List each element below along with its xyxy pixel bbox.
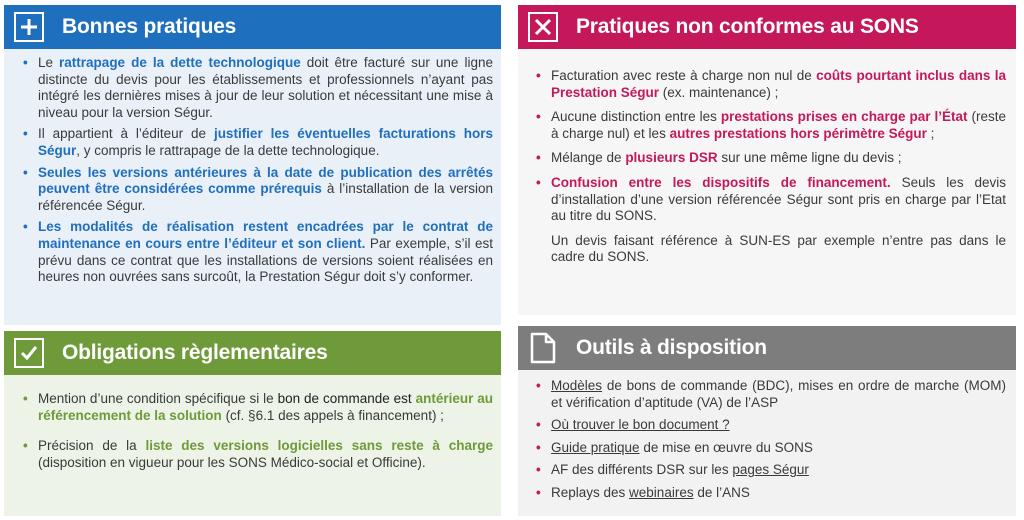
bullet: • <box>23 126 28 142</box>
text: Aucune distinction entre les <box>551 109 721 125</box>
note-paragraph: Un devis faisant référence à SUN-ES par exemple n’entre pas dans le cadre du SONS. <box>551 232 1006 265</box>
panel-header <box>518 326 1016 370</box>
bullet: • <box>536 150 541 166</box>
text: Replays des <box>551 484 630 500</box>
list-item <box>536 378 1006 411</box>
text: Facturation avec reste à charge non nul de <box>551 68 817 83</box>
bullet: • <box>536 109 541 125</box>
bullet: • <box>23 55 28 70</box>
text: , y compris le rattrapage de la dette technologique. <box>76 142 380 158</box>
highlight-text: Les modalités de réalisation restent encadrées par le contrat de maintenance en cours entre l’éditeur et son client. <box>38 219 493 251</box>
link-pages-segur[interactable]: pages Ségur <box>732 462 809 478</box>
panel-header <box>518 5 1016 49</box>
text: Mélange de <box>551 150 626 166</box>
highlight-text: coûts pourtant inclus dans la Prestation Ségur <box>551 68 1006 100</box>
text: doit être facturé sur une ligne distincte du devis pour les établissements et professionnels n’ayant pas intégré les dernières mises à jour de leur solution et nécessitant une mise à niveau pour la version Ségur. <box>38 55 493 120</box>
document-icon <box>528 333 558 363</box>
list-item <box>536 68 1006 101</box>
list-item <box>23 219 494 285</box>
text: (cf. §6.1 des appels à financement) ; <box>221 407 444 423</box>
text: de l’ANS <box>693 484 750 500</box>
link-webinaires[interactable]: webinaires <box>629 484 694 500</box>
list-item <box>23 126 493 159</box>
text: (ex. maintenance) ; <box>659 84 779 100</box>
bullet: • <box>536 68 541 83</box>
panel-title: Bonnes pratiques <box>62 15 237 38</box>
text: de mise en œuvre du SONS <box>639 439 813 455</box>
list-item <box>536 417 1006 434</box>
text: Le <box>38 55 60 70</box>
panel-header <box>4 331 501 375</box>
text: ; <box>926 125 935 141</box>
list-item <box>536 109 1006 142</box>
bullet: • <box>536 174 541 190</box>
bullet: • <box>536 439 541 455</box>
text: (reste à charge nul) et les <box>551 109 1006 141</box>
list-item <box>23 55 493 121</box>
link-trouver-document[interactable]: Où trouver le bon document ? <box>551 417 730 433</box>
list-item <box>23 391 493 424</box>
bullet: • <box>23 391 28 406</box>
list-item <box>23 438 493 471</box>
highlight-text: plusieurs DSR <box>625 150 718 166</box>
text: Seuls les devis d’installation d’une version référencée Ségur sont pris en charge par l’Etat au titre du SONS. <box>551 174 1007 224</box>
list-item <box>536 462 1006 479</box>
panel-header <box>4 5 501 49</box>
bullet: • <box>23 438 28 454</box>
highlight-text: prestations prises en charge par l’État <box>720 109 968 125</box>
highlight-text: rattrapage de la dette technologique <box>59 55 301 70</box>
panel-body <box>4 375 501 516</box>
text: Par exemple, s’il est prévu dans ce contrat que les installations de versions soient réalisées en heures non ouvrées sans surcoût, la Prestation Ségur doit s’y conformer. <box>38 235 494 285</box>
highlight-text: autres prestations hors périmètre Ségur <box>669 125 927 141</box>
text: sur une même ligne du devis ; <box>717 150 902 166</box>
link-guide-pratique[interactable]: Guide pratique <box>551 439 640 455</box>
highlight-text: Confusion entre les dispositifs de financement. <box>551 174 891 190</box>
list-item <box>536 439 1006 457</box>
list-item <box>536 484 1006 502</box>
text: (disposition en vigueur pour les SONS Médico-social et Officine). <box>38 454 426 470</box>
highlight-text: Seules les versions antérieures à la date de publication des arrêtés peuvent être considérées comme prérequis <box>38 164 493 197</box>
bullet: • <box>23 164 28 180</box>
highlight-text: antérieur au référencement de la solution <box>38 391 493 423</box>
link-modeles[interactable]: Modèles <box>551 378 603 393</box>
text: Mention d’une condition spécifique si le <box>38 391 278 406</box>
highlight-text: liste des versions logicielles sans reste à charge <box>145 438 493 454</box>
text: Il appartient à l’éditeur de <box>38 126 214 142</box>
panel-title: Pratiques non conformes au SONS <box>576 15 919 38</box>
bullet: • <box>536 378 541 393</box>
highlight-text: justifier les éventuelles facturations hors Ségur <box>38 126 493 158</box>
bullet: • <box>536 417 541 433</box>
panel-body <box>518 370 1016 516</box>
text: de bons de commande (BDC), mises en ordre de marche (MOM) et vérification d’aptitude (VA) de l’ASP <box>551 378 1006 410</box>
bullet: • <box>536 462 541 478</box>
panel-title: Obligations règlementaires <box>62 341 328 364</box>
bullet: • <box>23 219 28 235</box>
list-item <box>536 174 1007 225</box>
panel-body <box>4 49 501 325</box>
check-box-icon <box>14 338 44 368</box>
bullet: • <box>536 484 541 500</box>
text: à l’installation de la version référencée Ségur. <box>38 181 493 213</box>
text: AF des différents DSR sur les <box>551 462 733 478</box>
text: bon de commande est <box>277 391 412 406</box>
panel-title: Outils à disposition <box>576 336 767 359</box>
list-item <box>23 164 493 215</box>
text: Précision de la <box>38 438 146 454</box>
list-item <box>536 150 1006 167</box>
x-box-icon <box>528 12 558 42</box>
plus-box-icon <box>14 12 44 42</box>
panel-body <box>518 49 1016 315</box>
